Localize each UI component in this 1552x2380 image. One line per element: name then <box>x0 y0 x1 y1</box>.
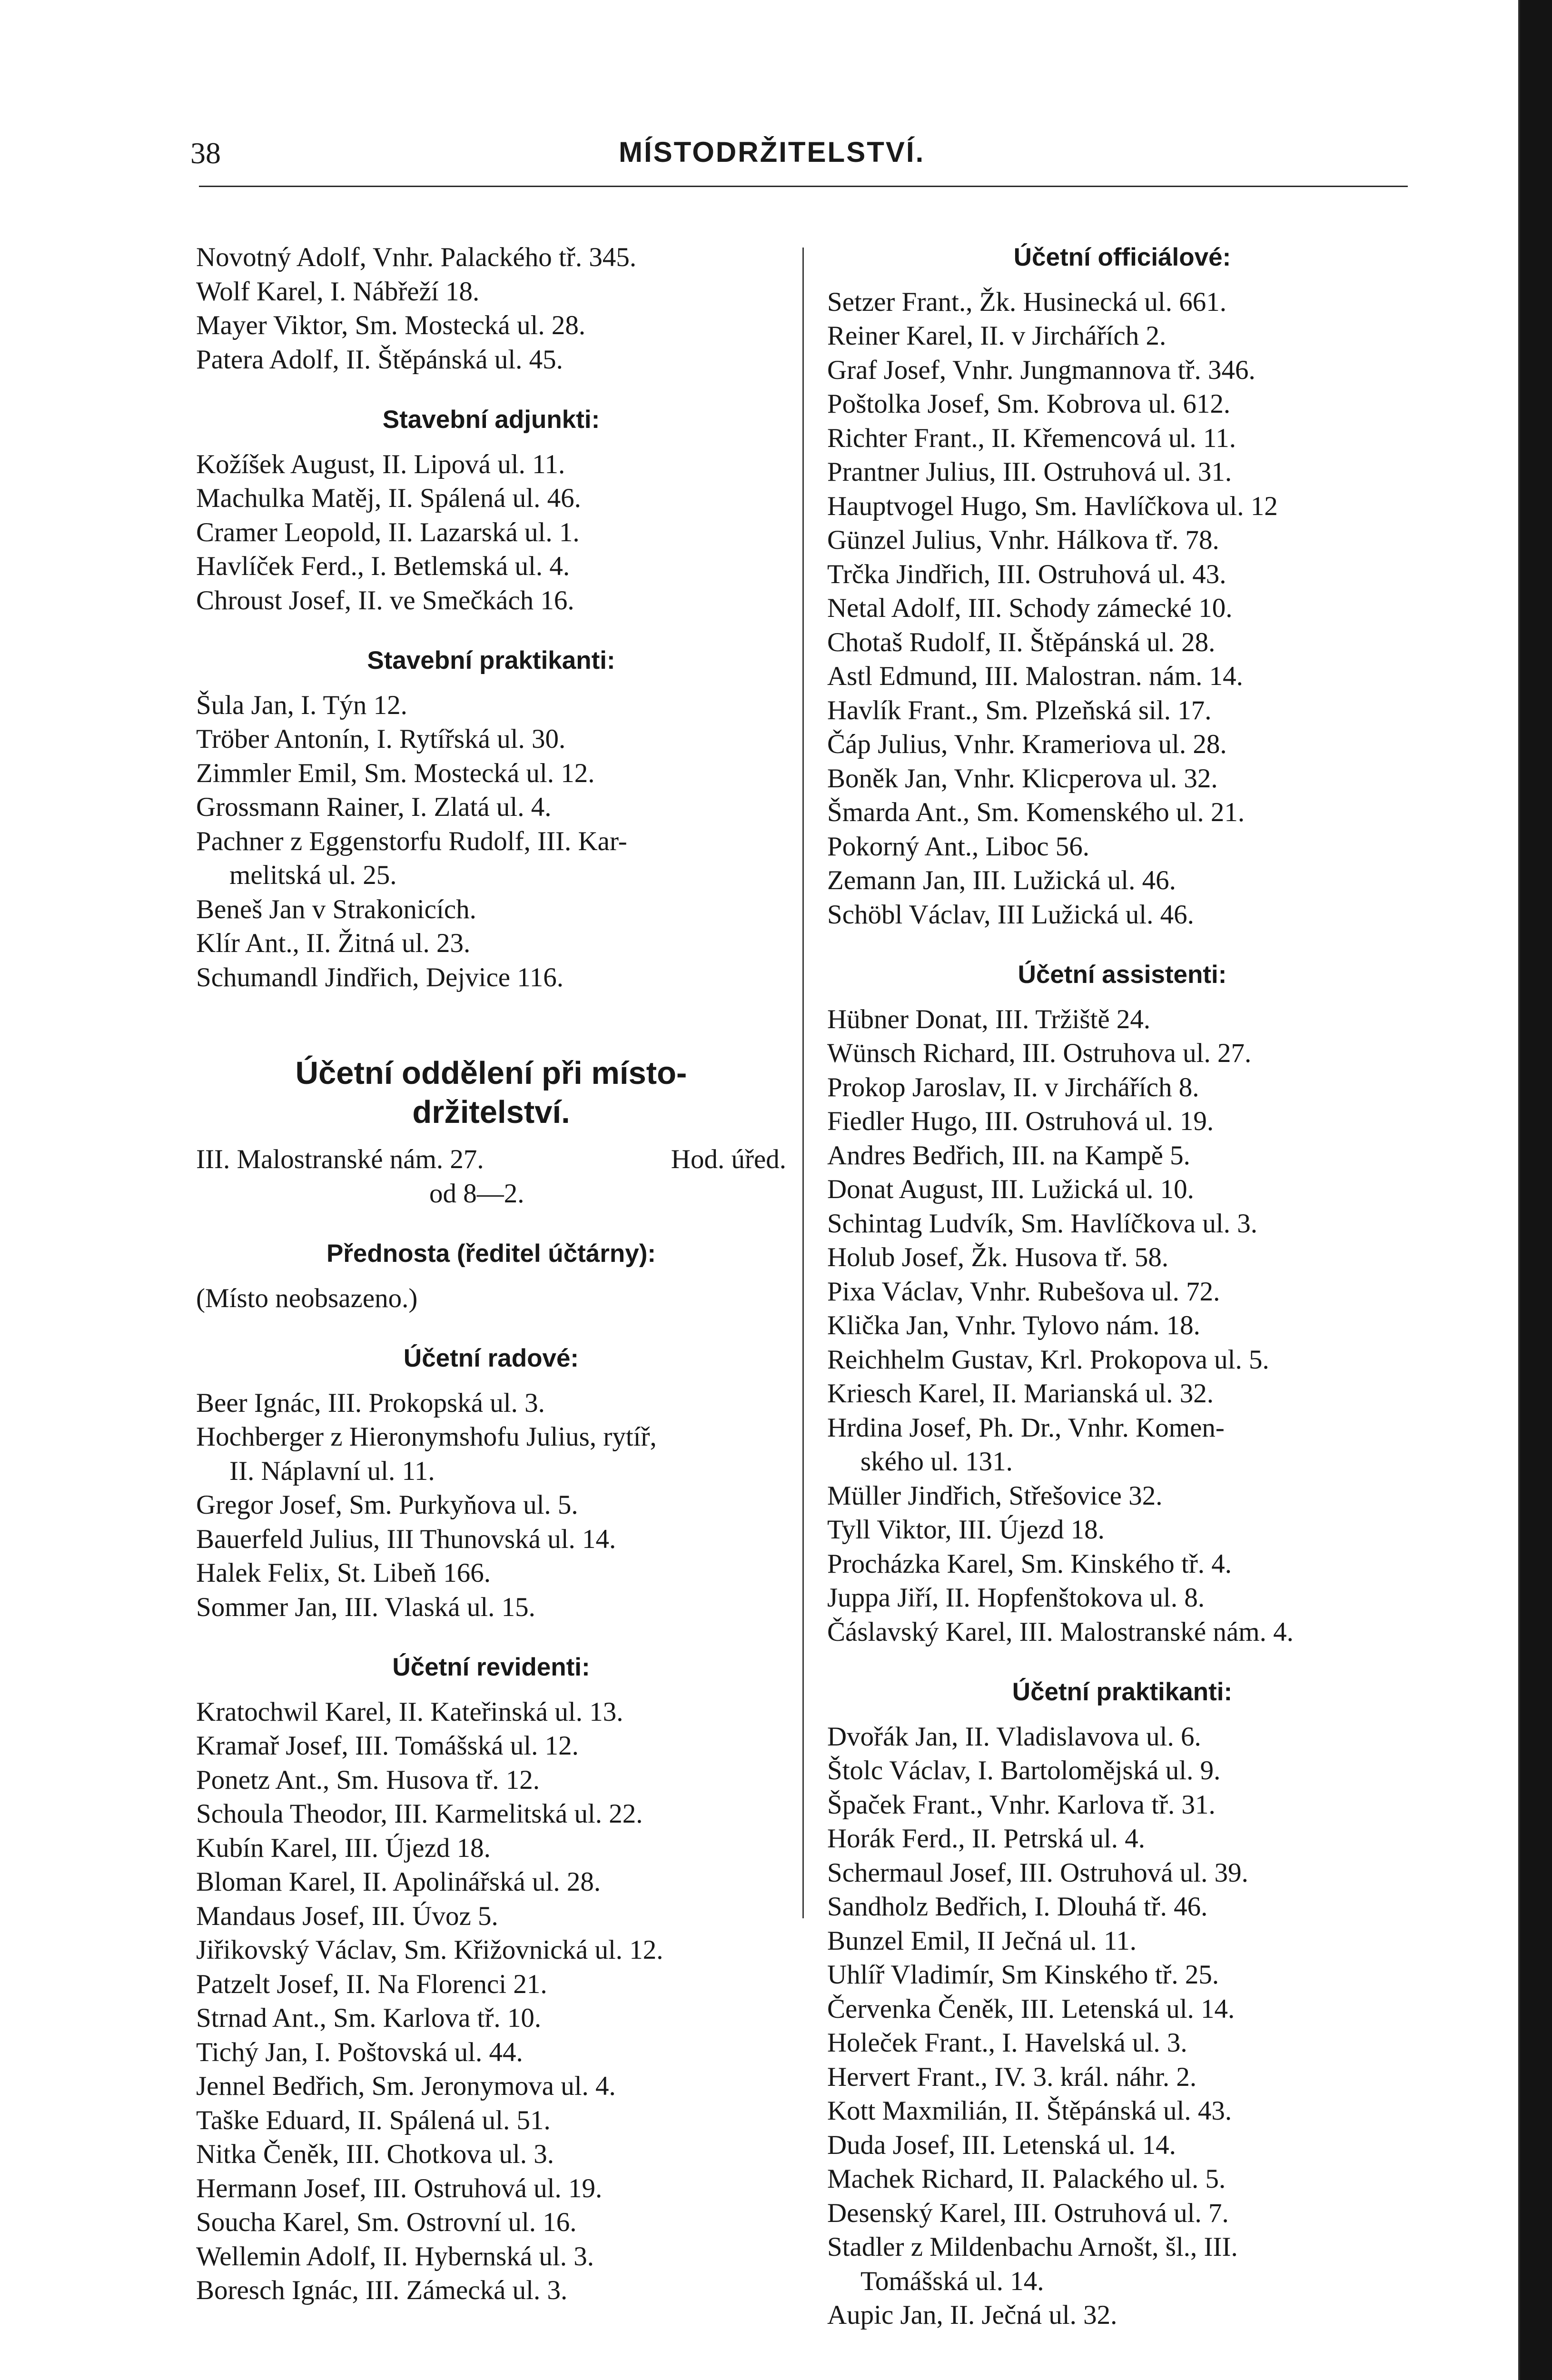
entry: Prokop Jaroslav, II. v Jirchářích 8. <box>827 1072 1199 1102</box>
list-stavebni-praktikanti <box>196 688 786 995</box>
entry: Kubín Karel, III. Újezd 18. <box>196 1833 491 1863</box>
entry: Štolc Václav, I. Bartolomějská ul. 9. <box>827 1755 1221 1785</box>
section-title-line: držitelství. <box>412 1094 570 1130</box>
entry: Kramař Josef, III. Tomášská ul. 12. <box>196 1731 579 1761</box>
entry: Machek Richard, II. Palackého ul. 5. <box>827 2164 1226 2194</box>
entry: Červenka Čeněk, III. Letenská ul. 14. <box>827 1993 1235 2024</box>
entry: Cramer Leopold, II. Lazarská ul. 1. <box>196 517 580 547</box>
section-heading-ucetni-radove: Účetní radové: <box>403 1344 579 1372</box>
section-title-ucetni-oddeleni <box>196 1054 786 1132</box>
section-heading-ucetni-assistenti: Účetní assistenti: <box>1018 961 1227 989</box>
entry: Stadler z Mildenbachu Arnošt, šl., III. <box>827 2232 1238 2262</box>
entry: Chotaš Rudolf, II. Štěpánská ul. 28. <box>827 627 1216 657</box>
entry: Kožíšek August, II. Lipová ul. 11. <box>196 449 565 479</box>
entry: Grossmann Rainer, I. Zlatá ul. 4. <box>196 792 552 822</box>
entry: Tröber Antonín, I. Rytířská ul. 30. <box>196 724 566 754</box>
entry: Mandaus Josef, III. Úvoz 5. <box>196 1901 498 1931</box>
entry: Čáslavský Karel, III. Malostranské nám. 4. <box>827 1616 1294 1647</box>
entry: Schintag Ludvík, Sm. Havlíčkova ul. 3. <box>827 1208 1257 1239</box>
entry: Patzelt Josef, II. Na Florenci 21. <box>196 1969 547 1999</box>
entry: Havlík Frant., Sm. Plzeňská sil. 17. <box>827 695 1212 725</box>
entry: Nitka Čeněk, III. Chotkova ul. 3. <box>196 2139 554 2169</box>
list-ucetni-praktikanti <box>827 1720 1417 2332</box>
office-address: III. Malostranské nám. 27. <box>196 1144 484 1174</box>
entry: Sommer Jan, III. Vlaská ul. 15. <box>196 1592 535 1622</box>
entry: Astl Edmund, III. Malostran. nám. 14. <box>827 661 1243 691</box>
entry: Hrdina Josef, Ph. Dr., Vnhr. Komen- <box>827 1412 1225 1443</box>
list-stavebni-adjunkti <box>196 447 786 618</box>
entry-continuation: melitská ul. 25. <box>229 860 397 890</box>
entry: Setzer Frant., Žk. Husinecká ul. 661. <box>827 287 1226 317</box>
entry-continuation: Tomášská ul. 14. <box>860 2266 1044 2296</box>
entry: Günzel Julius, Vnhr. Hálkova tř. 78. <box>827 525 1219 555</box>
entry: Dvořák Jan, II. Vladislavova ul. 6. <box>827 1721 1201 1752</box>
top-entries <box>196 240 786 377</box>
entry: Halek Felix, St. Libeň 166. <box>196 1558 491 1588</box>
entry: Pokorný Ant., Liboc 56. <box>827 831 1089 862</box>
entry: Poštolka Josef, Sm. Kobrova ul. 612. <box>827 389 1231 419</box>
section-heading-ucetni-revidenti: Účetní revidenti: <box>392 1653 590 1681</box>
vacancy-note: (Místo neobsazeno.) <box>196 1283 418 1313</box>
entry: Reichhelm Gustav, Krl. Prokopova ul. 5. <box>827 1344 1269 1375</box>
entry: Duda Josef, III. Letenská ul. 14. <box>827 2130 1176 2160</box>
entry: Müller Jindřich, Střešovice 32. <box>827 1480 1163 1511</box>
entry: Hauptvogel Hugo, Sm. Havlíčkova ul. 12 <box>827 491 1278 521</box>
entry: Chroust Josef, II. ve Smečkách 16. <box>196 585 574 615</box>
entry: Patera Adolf, II. Štěpánská ul. 45. <box>196 344 563 375</box>
entry: Kriesch Karel, II. Marianská ul. 32. <box>827 1378 1214 1408</box>
column-divider <box>802 248 804 1918</box>
page-edge-shadow <box>1520 0 1552 2380</box>
entry: Schumandl Jindřich, Dejvice 116. <box>196 962 563 992</box>
section-heading-ucetni-officialove: Účetní officiálové: <box>1013 243 1231 271</box>
office-hours-label: Hod. úřed. <box>671 1144 786 1174</box>
section-heading-prednosta: Přednosta (ředitel účtárny): <box>326 1240 656 1268</box>
entry: Jennel Bedřich, Sm. Jeronymova ul. 4. <box>196 2071 616 2101</box>
entry: Hervert Frant., IV. 3. král. náhr. 2. <box>827 2062 1197 2092</box>
entry: Zemann Jan, III. Lužická ul. 46. <box>827 865 1176 895</box>
entry: Gregor Josef, Sm. Purkyňova ul. 5. <box>196 1490 578 1520</box>
entry: Ponetz Ant., Sm. Husova tř. 12. <box>196 1765 540 1795</box>
section-title-line: Účetní oddělení při místo- <box>295 1055 687 1091</box>
entry: Schöbl Václav, III Lužická ul. 46. <box>827 899 1194 930</box>
entry: Wolf Karel, I. Nábřeží 18. <box>196 276 480 307</box>
entry: Prantner Julius, III. Ostruhová ul. 31. <box>827 457 1232 487</box>
entry: Machulka Matěj, II. Spálená ul. 46. <box>196 483 581 513</box>
entry: Tichý Jan, I. Poštovská ul. 44. <box>196 2037 523 2067</box>
entry: Donat August, III. Lužická ul. 10. <box>827 1174 1194 1204</box>
entry: Bunzel Emil, II Ječná ul. 11. <box>827 1925 1137 1956</box>
right-column <box>827 240 1417 2332</box>
entry: Beneš Jan v Strakonicích. <box>196 894 476 924</box>
entry: Juppa Jiří, II. Hopfenštokova ul. 8. <box>827 1583 1205 1613</box>
entry: Jiřikovský Václav, Sm. Křižovnická ul. 12. <box>196 1935 663 1965</box>
entry: Šmarda Ant., Sm. Komenského ul. 21. <box>827 797 1245 827</box>
entry: Graf Josef, Vnhr. Jungmannova tř. 346. <box>827 355 1255 385</box>
section-heading-stavebni-adjunkti: Stavební adjunkti: <box>382 406 600 434</box>
entry: Fiedler Hugo, III. Ostruhová ul. 19. <box>827 1106 1214 1136</box>
entry: Havlíček Ferd., I. Betlemská ul. 4. <box>196 551 570 581</box>
entry: Novotný Adolf, Vnhr. Palackého tř. 345. <box>196 242 637 272</box>
entry: Wünsch Richard, III. Ostruhova ul. 27. <box>827 1038 1252 1068</box>
entry: Andres Bedřich, III. na Kampě 5. <box>827 1140 1190 1170</box>
header-rule <box>199 186 1408 187</box>
running-title: MÍSTODRŽITELSTVÍ. <box>619 136 925 168</box>
entry: Reiner Karel, II. v Jirchářích 2. <box>827 321 1166 351</box>
entry: Klír Ant., II. Žitná ul. 23. <box>196 928 471 958</box>
entry: Horák Ferd., II. Petrská ul. 4. <box>827 1824 1146 1854</box>
entry: Hübner Donat, III. Tržiště 24. <box>827 1004 1151 1034</box>
entry: Beer Ignác, III. Prokopská ul. 3. <box>196 1388 545 1418</box>
entry: Pachner z Eggenstorfu Rudolf, III. Kar- <box>196 826 627 856</box>
list-ucetni-assistenti <box>827 1002 1417 1649</box>
entry: Zimmler Emil, Sm. Mostecká ul. 12. <box>196 758 595 788</box>
entry: Strnad Ant., Sm. Karlova tř. 10. <box>196 2003 542 2033</box>
list-ucetni-officialove <box>827 285 1417 932</box>
entry: Čáp Julius, Vnhr. Krameriova ul. 28. <box>827 729 1227 759</box>
entry: Schermaul Josef, III. Ostruhová ul. 39. <box>827 1857 1248 1888</box>
left-column <box>196 240 786 2308</box>
entry: Tyll Viktor, III. Újezd 18. <box>827 1515 1105 1545</box>
entry: Šula Jan, I. Týn 12. <box>196 690 407 720</box>
entry: Procházka Karel, Sm. Kinského tř. 4. <box>827 1548 1232 1579</box>
entry: Mayer Viktor, Sm. Mostecká ul. 28. <box>196 310 586 340</box>
entry: Richter Frant., II. Křemencová ul. 11. <box>827 423 1236 453</box>
entry: Netal Adolf, III. Schody zámecké 10. <box>827 593 1233 623</box>
entry: Schoula Theodor, III. Karmelitská ul. 22. <box>196 1799 643 1829</box>
entry: Špaček Frant., Vnhr. Karlova tř. 31. <box>827 1789 1216 1820</box>
entry: Wellemin Adolf, II. Hybernská ul. 3. <box>196 2241 594 2271</box>
entry: Aupic Jan, II. Ječná ul. 32. <box>827 2300 1117 2330</box>
section-heading-ucetni-praktikanti: Účetní praktikanti: <box>1012 1678 1233 1706</box>
entry: Kratochwil Karel, II. Kateřinská ul. 13. <box>196 1696 623 1727</box>
entry: Uhlíř Vladimír, Sm Kinského tř. 25. <box>827 1960 1219 1990</box>
entry: Hermann Josef, III. Ostruhová ul. 19. <box>196 2173 603 2203</box>
entry: Pixa Václav, Vnhr. Rubešova ul. 72. <box>827 1276 1220 1307</box>
entry-continuation: II. Náplavní ul. 11. <box>229 1456 435 1486</box>
entry: Bloman Karel, II. Apolinářská ul. 28. <box>196 1867 601 1897</box>
entry: Bauerfeld Julius, III Thunovská ul. 14. <box>196 1524 616 1554</box>
list-ucetni-revidenti <box>196 1695 786 2308</box>
entry: Boněk Jan, Vnhr. Klicperova ul. 32. <box>827 763 1218 793</box>
section-heading-stavebni-praktikanti: Stavební praktikanti: <box>367 646 615 674</box>
page-number: 38 <box>190 136 221 170</box>
entry: Holub Josef, Žk. Husova tř. 58. <box>827 1242 1169 1272</box>
entry: Desenský Karel, III. Ostruhová ul. 7. <box>827 2198 1229 2228</box>
office-address-row <box>196 1142 786 1177</box>
entry: Taške Eduard, II. Spálená ul. 51. <box>196 2105 551 2135</box>
office-hours: od 8—2. <box>429 1178 524 1209</box>
entry: Boresch Ignác, III. Zámecká ul. 3. <box>196 2275 568 2305</box>
entry: Kott Maxmilián, II. Štěpánská ul. 43. <box>827 2096 1232 2126</box>
entry-continuation: ského ul. 131. <box>860 1447 1013 1477</box>
entry: Sandholz Bedřich, I. Dlouhá tř. 46. <box>827 1892 1208 1922</box>
entry: Hochberger z Hieronymshofu Julius, rytíř, <box>196 1422 657 1452</box>
entry: Soucha Karel, Sm. Ostrovní ul. 16. <box>196 2207 577 2237</box>
entry: Trčka Jindřich, III. Ostruhová ul. 43. <box>827 559 1226 589</box>
list-ucetni-radove <box>196 1386 786 1625</box>
entry: Klička Jan, Vnhr. Tylovo nám. 18. <box>827 1310 1200 1340</box>
entry: Holeček Frant., I. Havelská ul. 3. <box>827 2028 1187 2058</box>
